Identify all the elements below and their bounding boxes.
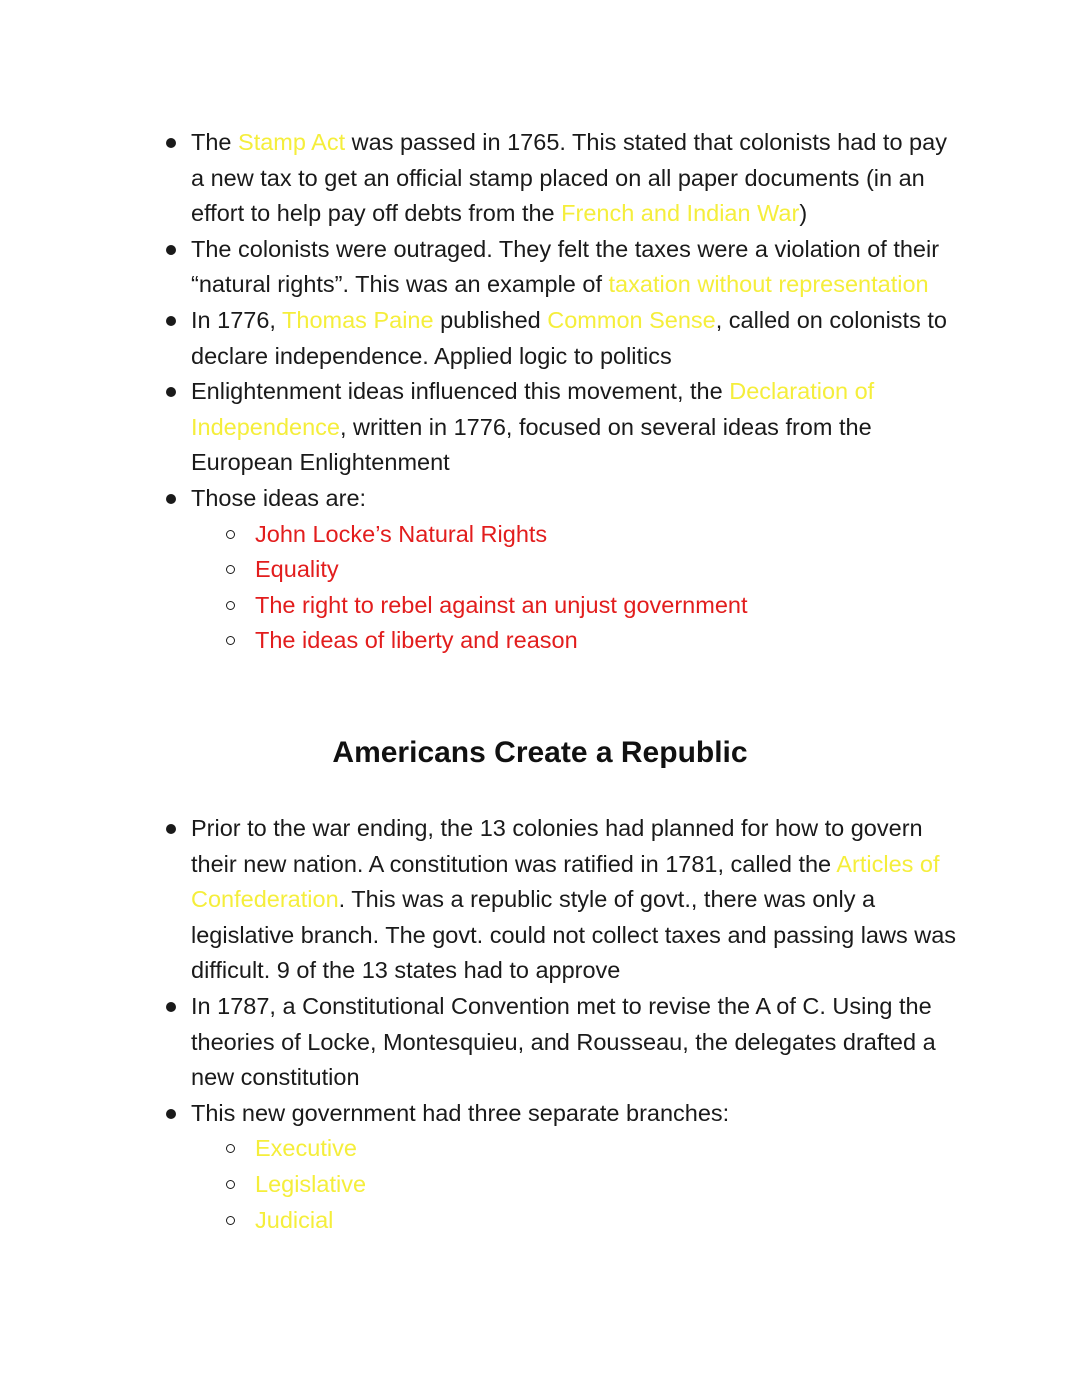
- sub-bullet-text: Legislative: [255, 1170, 367, 1197]
- section-heading: Americans Create a Republic: [332, 736, 748, 769]
- bullet-text: The: [191, 129, 239, 155]
- bullet-text: , written in 1776, focused on several ideas from the European Enlightenment: [191, 413, 872, 476]
- bullet-text: , called on colonists to declare independence. Applied logic to politics: [191, 306, 947, 369]
- bullet-text: This new government had three separate branches:: [191, 1099, 730, 1126]
- bullet-text: published: [433, 306, 548, 333]
- sub-bullet-item: [160, 623, 960, 659]
- notes-list-republic: [160, 811, 960, 1238]
- sub-list-container: [160, 517, 960, 659]
- highlighted-term: French and Indian War: [561, 200, 800, 227]
- bullet-item: [160, 374, 960, 481]
- bullet-item: [160, 481, 960, 517]
- sub-bullet-item: [160, 588, 960, 624]
- highlighted-term: Stamp Act: [238, 129, 346, 155]
- sub-list-container: [160, 1131, 960, 1238]
- highlighted-term: Articles of Confederation: [191, 850, 940, 913]
- bullet-item: [160, 303, 960, 374]
- bullet-text: In 1787, a Constitutional Convention met to revise the A of C. Using the theories of Locke, Montesquieu, and Rousseau, the delegates drafted a new constitution: [191, 992, 936, 1091]
- highlighted-term: Common Sense: [547, 306, 716, 333]
- bullet-text: Prior to the war ending, the 13 colonies had planned for how to govern their new nation. A constitution was ratified in 1781, called the: [191, 815, 923, 877]
- sub-bullet-text: Judicial: [255, 1206, 334, 1233]
- bullet-text: Enlightenment ideas influenced this movement, the: [191, 378, 730, 405]
- sub-bullet-item: [160, 552, 960, 588]
- sub-list: [160, 1131, 960, 1238]
- bullet-item: [160, 811, 960, 989]
- bullet-item: [160, 232, 960, 303]
- bullet-item: [160, 1096, 960, 1132]
- notes-list-enlightenment: [160, 125, 960, 659]
- bullet-text: was passed in 1765. This stated that colonists had to pay a new tax to get an official stamp placed on all paper documents (in an effort to help pay off debts from the: [191, 129, 947, 227]
- bullet-text: The colonists were outraged. They felt the taxes were a violation of their “natural rights”. This was an example of: [191, 235, 940, 298]
- sub-bullet-text: Equality: [255, 556, 339, 583]
- sub-bullet-item: [160, 1131, 960, 1167]
- highlighted-term: taxation without representation: [608, 271, 929, 298]
- highlighted-term: Declaration of Independence: [191, 378, 875, 440]
- bullet-text: ): [799, 200, 808, 227]
- sub-bullet-text: Executive: [255, 1135, 357, 1162]
- sub-list: [160, 517, 960, 659]
- sub-bullet-item: [160, 1203, 960, 1239]
- sub-bullet-item: [160, 1167, 960, 1203]
- highlighted-term: Thomas Paine: [282, 306, 434, 333]
- sub-bullet-text: John Locke’s Natural Rights: [255, 520, 548, 547]
- sub-bullet-item: [160, 517, 960, 553]
- bullet-text: Those ideas are:: [191, 484, 367, 511]
- sub-bullet-text: The right to rebel against an unjust government: [255, 591, 748, 618]
- bullet-item: [160, 125, 960, 232]
- bullet-item: [160, 989, 960, 1096]
- sub-bullet-text: The ideas of liberty and reason: [255, 627, 578, 654]
- bullet-text: . This was a republic style of govt., there was only a legislative branch. The govt. could not collect taxes and passing laws was difficult. 9 of the 13 states had to approve: [191, 886, 957, 984]
- bullet-text: In 1776,: [191, 306, 283, 333]
